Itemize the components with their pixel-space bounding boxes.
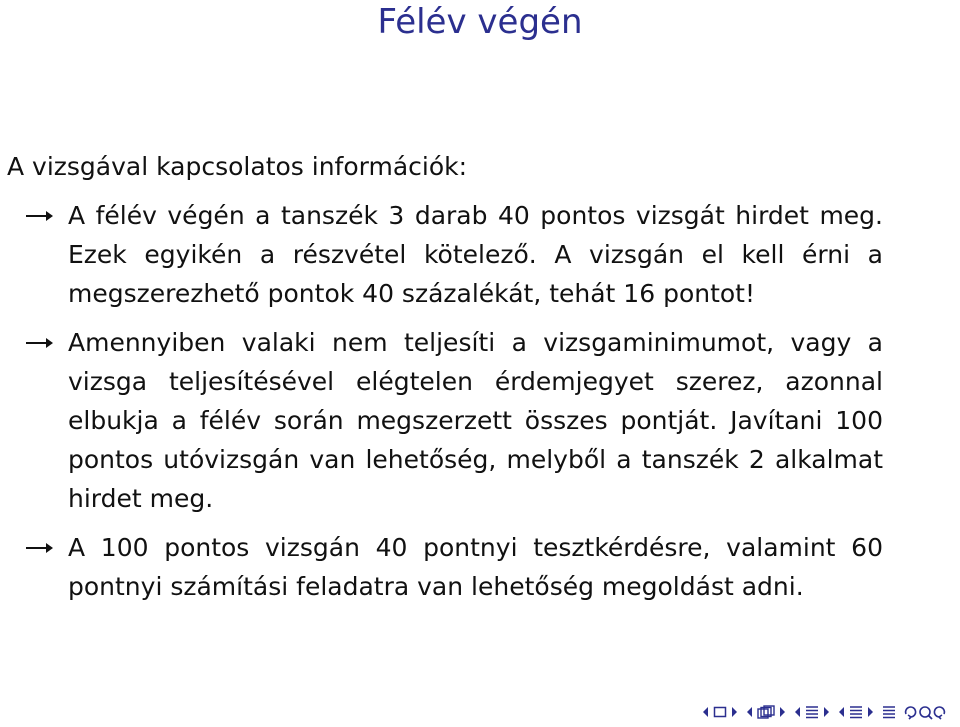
nav-prev-subsection-icon[interactable]	[746, 706, 754, 718]
nav-section-icon[interactable]	[805, 705, 819, 719]
nav-next-section-icon[interactable]	[822, 706, 830, 718]
nav-section-group-2	[838, 705, 874, 719]
nav-search-group	[904, 704, 946, 720]
bullet-text: Amennyiben valaki nem teljesíti a vizsgaminimumot, vagy a vizsga teljesítésével elégtelen érdemjegyet szerez, azonnal elbukja a félév során megszerzett összes pontját. Javítani 100 pontos utóvizsgán van lehetőség, melyből a tanszék 2 alkalmat hirdet meg.	[68, 328, 883, 513]
nav-prev-frame-icon[interactable]	[702, 706, 710, 718]
bullet-item	[0, 528, 883, 606]
intro-text: A vizsgával kapcsolatos információk:	[7, 152, 468, 181]
bullet-text: A félév végén a tanszék 3 darab 40 pontos vizsgát hirdet meg. Ezek egyikén a részvétel kötelező. A vizsgán el kell érni a megszerezhető pontok 40 százalékát, tehát 16 pontot!	[68, 201, 883, 308]
nav-search-icon[interactable]	[904, 704, 946, 720]
nav-section-group-1	[794, 705, 830, 719]
nav-next-section-icon[interactable]	[866, 706, 874, 718]
slide-title: Félév végén	[377, 2, 583, 42]
nav-frame-group	[702, 706, 738, 718]
beamer-navigation-bar	[702, 701, 946, 723]
bullet-text: A 100 pontos vizsgán 40 pontnyi tesztkérdésre, valamint 60 pontnyi számítási feladatra van lehetőség megoldást adni.	[68, 533, 883, 601]
nav-prev-section-icon[interactable]	[794, 706, 802, 718]
bullet-item	[0, 196, 883, 313]
nav-next-frame-icon[interactable]	[730, 706, 738, 718]
nav-appendix-icon[interactable]	[882, 705, 896, 719]
nav-subsection-icon[interactable]	[757, 705, 775, 719]
arrow-bullet-icon	[26, 541, 54, 555]
arrow-bullet-icon	[26, 209, 54, 223]
nav-subsection-group	[746, 705, 786, 719]
nav-frame-icon[interactable]	[713, 706, 727, 718]
nav-appendix-group	[882, 705, 896, 719]
arrow-bullet-icon	[26, 336, 54, 350]
nav-prev-section-icon[interactable]	[838, 706, 846, 718]
bullet-item	[0, 323, 883, 518]
bullet-list	[0, 196, 960, 606]
nav-section-icon[interactable]	[849, 705, 863, 719]
nav-next-subsection-icon[interactable]	[778, 706, 786, 718]
